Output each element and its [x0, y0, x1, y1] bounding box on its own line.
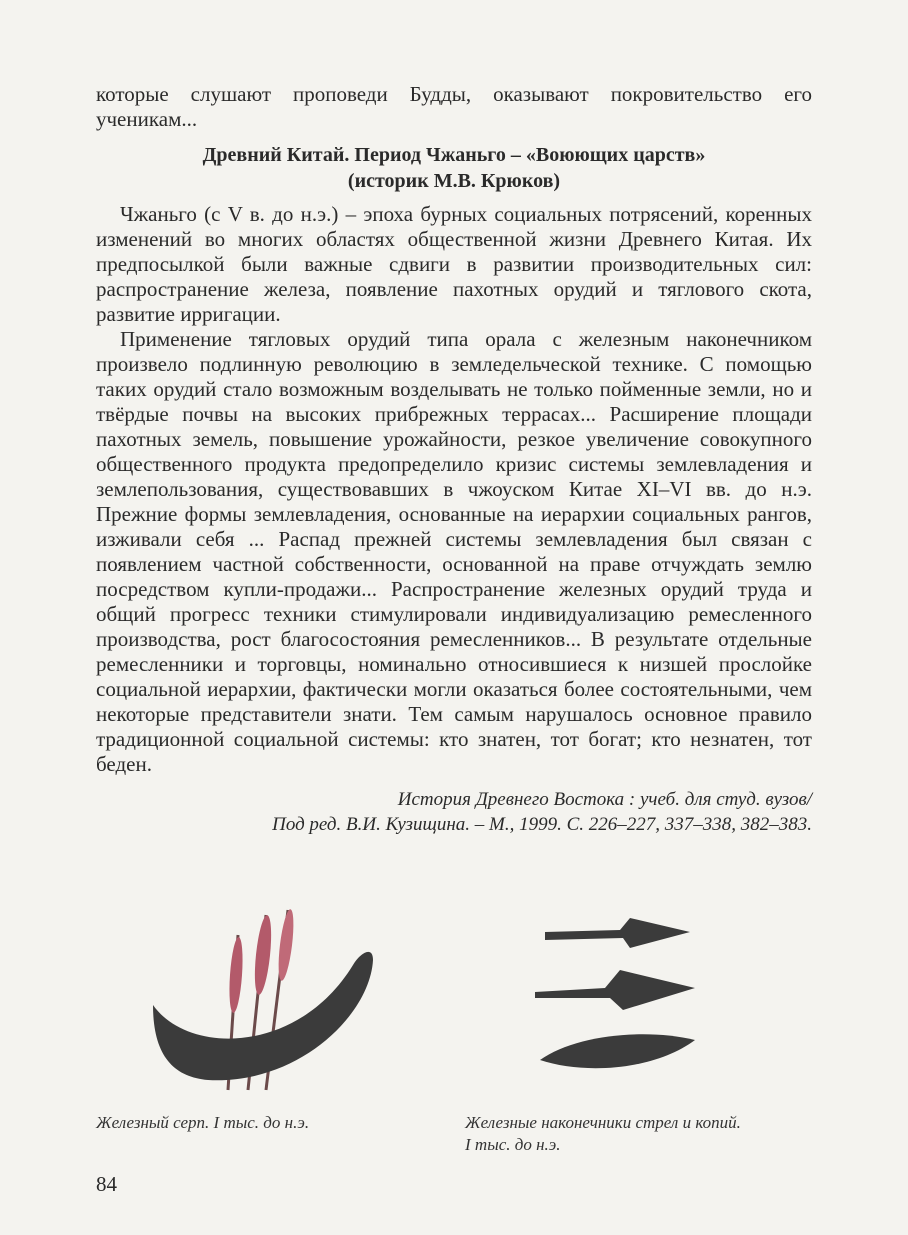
arrows-caption-line-1: Железные наконечники стрел и копий.: [465, 1113, 741, 1132]
spearhead: [540, 1034, 695, 1068]
iron-arrowheads-illustration: [535, 910, 695, 1080]
source-citation: [96, 787, 812, 837]
arrows-caption: [465, 1112, 815, 1156]
paragraph-1: Чжаньго (с V в. до н.э.) – эпоха бурных социальных потрясений, коренных изменений во многих областях общественной жизни Древнего Китая. Их предпосылкой были важные сдвиги в развитии производительных сил: распространение железа, появление пахотных орудий и тяглового скота, развитие ирригации.: [96, 202, 812, 326]
source-line-1: История Древнего Востока : учеб. для студ. вузов/: [397, 789, 812, 810]
sickle-caption: Железный серп. I тыс. до н.э.: [96, 1113, 310, 1132]
arrows-caption-line-2: I тыс. до н.э.: [465, 1135, 561, 1154]
page-number: 84: [96, 1172, 117, 1196]
arrowhead-2: [535, 970, 695, 1010]
heading-line-2: (историк М.В. Крюков): [347, 170, 561, 192]
source-line-2: Под ред. В.И. Кузищина. – М., 1999. С. 226–227, 337–338, 382–383.: [272, 814, 812, 835]
paragraph-2: Применение тягловых орудий типа орала с железным наконечником произвело подлинную революцию в земледельческой технике. С помощью таких орудий стало возможным возделывать не только пойменные земли, но и твёрдые почвы на высоких прибрежных террасах... Расширение площади пахотных земель, повышение урожайности, резкое увеличение совокупного общественного продукта предопределило кризис системы землевладения и землепользования, существовавших в чжоуском Китае XI–VI вв. до н.э. Прежние формы землевладения, основанные на иерархии социальных рангов, изживали себя ... Распад прежней системы землевладения был связан с появлением частной собственности, основанной на праве отчуждать землю посредством купли-продажи... Распространение железных орудий труда и общий прогресс техники стимулировали индивидуализацию ремесленного производства, рост благосостояния ремесленников... В результате отдельные ремесленники и торговцы, номинально относившиеся к низшей прослойке социальной иерархии, фактически могли оказаться более состоятельными, чем некоторые представители знати. Тем самым нарушалось основное правило традиционной социальной системы: кто знатен, тот богат; кто незнатен, тот беден.: [96, 327, 812, 776]
arrowhead-1: [545, 918, 690, 948]
text-block: [96, 82, 812, 837]
intro-text: которые слушают проповеди Будды, оказывают покровительство его ученикам...: [96, 82, 812, 131]
section-heading: [96, 142, 812, 194]
heading-line-1: Древний Китай. Период Чжаньго – «Воюющих царств»: [202, 144, 706, 166]
iron-sickle-illustration: [148, 905, 378, 1095]
